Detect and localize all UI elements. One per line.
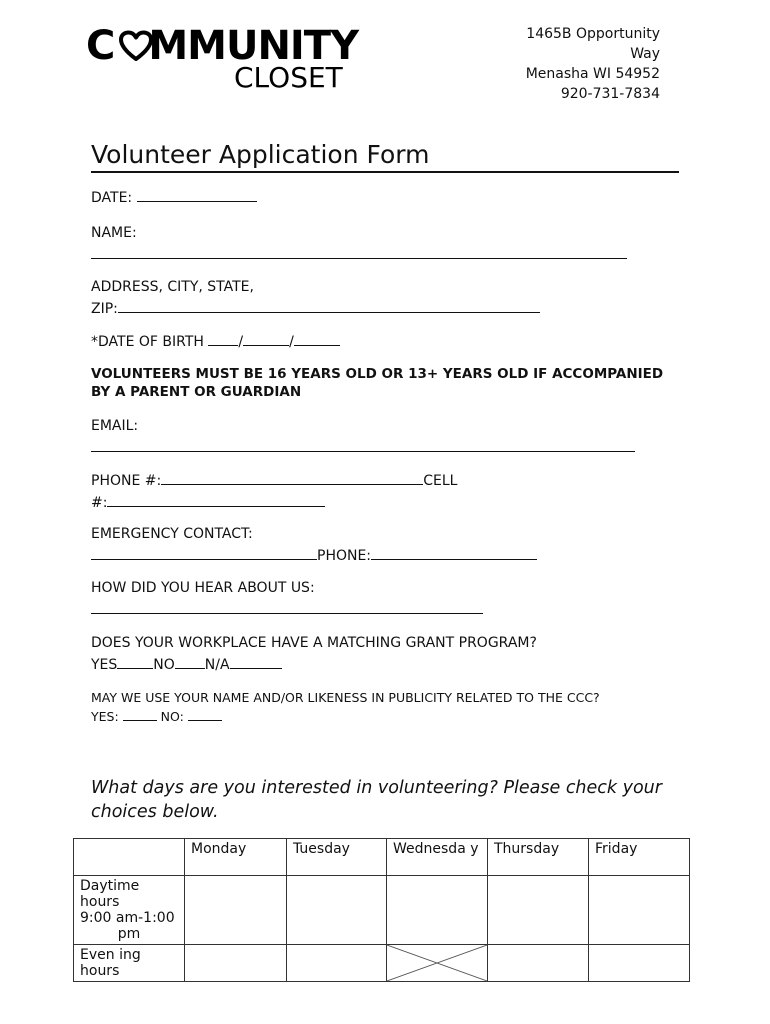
checkbox-cell[interactable] (589, 876, 690, 945)
checkbox-cell[interactable] (185, 945, 287, 982)
page-title: Volunteer Application Form (91, 140, 679, 173)
checkbox-cell[interactable] (287, 876, 387, 945)
evening-row (74, 945, 690, 982)
daytime-label-line-3: 9:00 am-1:00 (80, 910, 175, 926)
publicity-yes-blank[interactable] (123, 708, 157, 721)
evening-row-label (74, 945, 185, 982)
checkbox-cell[interactable] (185, 876, 287, 945)
publicity-yes-label: YES: (91, 709, 119, 724)
evening-label-line-1: Even ing (80, 947, 141, 963)
schedule-corner-cell (74, 839, 185, 876)
dob-field (91, 331, 340, 353)
emergency-field (91, 524, 537, 567)
phone-label: PHONE #: (91, 473, 162, 489)
heart-icon (119, 30, 153, 62)
phone-blank[interactable] (161, 470, 423, 485)
evening-label-line-2: hours (80, 963, 120, 979)
schedule-table (73, 838, 690, 982)
emergency-label: EMERGENCY CONTACT: (91, 526, 253, 542)
name-blank[interactable] (91, 244, 627, 259)
dob-separator: / (238, 334, 244, 350)
daytime-label-line-1: Daytime (80, 878, 140, 894)
name-label: NAME: (91, 225, 137, 241)
dob-day-blank[interactable] (243, 331, 289, 346)
age-notice-line-1: VOLUNTEERS MUST BE 16 YEARS OLD OR 13+ YEARS OLD IF ACCOMPANIED (91, 366, 664, 382)
daytime-row (74, 876, 690, 945)
address-block (500, 24, 660, 98)
grant-na-label: N/A (204, 657, 230, 673)
dob-month-blank[interactable] (208, 331, 238, 346)
address-field (91, 277, 540, 320)
grant-na-blank[interactable] (230, 654, 282, 669)
phone-field (91, 470, 457, 514)
daytime-label-line-2: hours (80, 894, 120, 910)
address-blank[interactable] (118, 298, 540, 313)
age-notice (91, 365, 663, 401)
crossed-out-mark (387, 945, 487, 981)
dob-separator: / (289, 334, 294, 350)
address-line-4: 920-731-7834 (560, 86, 660, 98)
day-header-friday: Friday (589, 839, 690, 876)
day-header-tuesday: Tuesday (287, 839, 387, 876)
dob-label: *DATE OF BIRTH (91, 334, 204, 350)
daytime-row-label (74, 876, 185, 945)
logo-letter-c: C (86, 23, 115, 69)
date-field (91, 187, 257, 209)
hear-blank[interactable] (91, 599, 483, 614)
address-label-2: ZIP: (91, 301, 118, 317)
email-field (91, 416, 635, 459)
day-header-wednesday: Wednesda y (387, 839, 488, 876)
address-label-1: ADDRESS, CITY, STATE, (91, 279, 254, 295)
unavailable-cell (387, 945, 488, 982)
checkbox-cell[interactable] (589, 945, 690, 982)
grant-yes-label: YES (91, 657, 118, 673)
emergency-phone-label: PHONE: (317, 548, 372, 564)
date-blank[interactable] (137, 187, 257, 202)
grant-no-label: NO (153, 657, 175, 673)
emergency-contact-blank[interactable] (91, 545, 317, 560)
email-blank[interactable] (91, 437, 635, 452)
cell-label-2: #: (91, 495, 108, 511)
publicity-no-label: NO: (160, 709, 184, 724)
checkbox-cell[interactable] (488, 876, 589, 945)
publicity-no-blank[interactable] (188, 708, 222, 721)
checkbox-cell[interactable] (387, 876, 488, 945)
volunteer-days-question: What days are you interested in volunteering? Please check your choices below. (91, 778, 662, 822)
schedule-header-row (74, 839, 690, 876)
email-label: EMAIL: (91, 418, 139, 434)
grant-question: DOES YOUR WORKPLACE HAVE A MATCHING GRANT PROGRAM? (91, 635, 537, 651)
emergency-phone-blank[interactable] (371, 545, 537, 560)
name-field (91, 223, 627, 266)
grant-field (91, 633, 537, 676)
publicity-question: MAY WE USE YOUR NAME AND/OR LIKENESS IN PUBLICITY RELATED TO THE CCC? (91, 690, 600, 705)
grant-yes-blank[interactable] (117, 654, 153, 669)
day-header-thursday: Thursday (488, 839, 589, 876)
cell-blank[interactable] (107, 492, 325, 507)
address-line-2: Way (630, 46, 660, 62)
dob-year-blank[interactable] (294, 331, 340, 346)
day-header-monday: Monday (185, 839, 287, 876)
checkbox-cell[interactable] (287, 945, 387, 982)
daytime-label-line-4: pm (117, 926, 141, 942)
publicity-field (91, 688, 600, 726)
hear-field (91, 578, 483, 621)
community-closet-logo (86, 24, 366, 98)
address-line-3: Menasha WI 54952 (525, 66, 660, 82)
logo-letters-mmunity: MMUNITY (148, 23, 359, 69)
grant-no-blank[interactable] (175, 654, 205, 669)
checkbox-cell[interactable] (488, 945, 589, 982)
date-label: DATE: (91, 190, 133, 206)
age-notice-line-2: BY A PARENT OR GUARDIAN (91, 384, 302, 400)
address-line-1: 1465B Opportunity (526, 26, 660, 42)
hear-label: HOW DID YOU HEAR ABOUT US: (91, 580, 315, 596)
logo-word-closet: CLOSET (234, 61, 343, 94)
cell-label-1: CELL (423, 473, 458, 489)
